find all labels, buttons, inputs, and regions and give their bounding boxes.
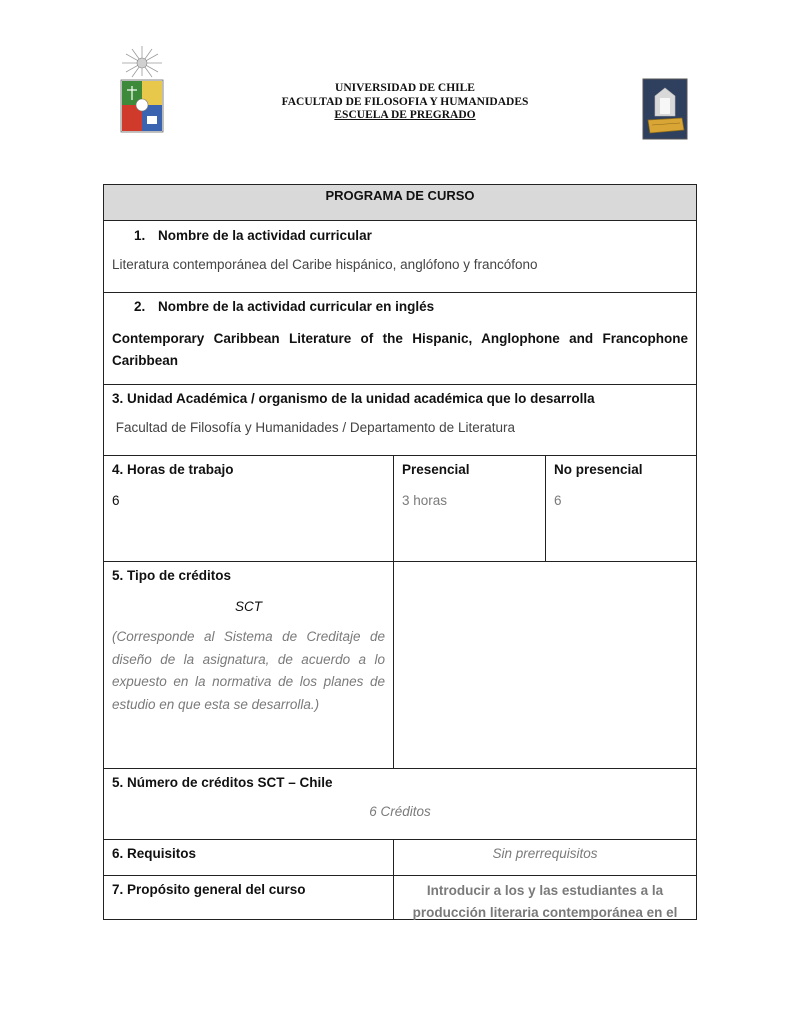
school-name: ESCUELA DE PREGRADO bbox=[334, 109, 476, 121]
work-hours-total: 6 bbox=[112, 493, 120, 508]
faculty-name: FACULTAD DE FILOSOFIA Y HUMANIDADES bbox=[281, 95, 529, 108]
purpose-label: 7. Propósito general del curso bbox=[112, 882, 306, 897]
activity-name-en-label: Nombre de la actividad curricular en inglés bbox=[158, 299, 435, 314]
table-title-row bbox=[103, 184, 697, 220]
activity-name-en-value: Contemporary Caribbean Literature of the Hispanic, Anglophone and Francophone Caribbean bbox=[112, 331, 688, 368]
activity-en-number: 2. bbox=[134, 299, 146, 314]
table-title: PROGRAMA DE CURSO bbox=[325, 188, 475, 203]
activity-number: 1. bbox=[134, 228, 146, 243]
university-shield-logo bbox=[112, 46, 172, 138]
credit-number-label: 5. Número de créditos SCT – Chile bbox=[112, 775, 333, 790]
credit-type-note: (Corresponde al Sistema de Creditaje de diseño de la asignatura, de acuerdo a lo expuesto en la normativa de los planes de estudio en que esta se desarrolla.) bbox=[112, 629, 385, 712]
credit-type-cell bbox=[104, 562, 393, 768]
university-name: UNIVERSIDAD DE CHILE bbox=[335, 82, 475, 94]
work-hours-cell bbox=[104, 456, 393, 561]
activity-name-row bbox=[103, 220, 697, 292]
credit-type-value: SCT bbox=[235, 599, 262, 614]
requirements-label-cell bbox=[104, 840, 393, 875]
no-presencial-label: No presencial bbox=[554, 462, 643, 477]
academic-unit-row bbox=[103, 384, 697, 455]
requirements-label: 6. Requisitos bbox=[112, 846, 197, 861]
credit-number-row bbox=[103, 768, 697, 839]
course-program-table bbox=[103, 184, 697, 920]
activity-name-label-line bbox=[112, 228, 688, 243]
credit-number-value: 6 Créditos bbox=[369, 804, 431, 819]
faculty-book-logo bbox=[642, 78, 688, 140]
activity-name-value: Literatura contemporánea del Caribe hispánico, anglófono y francófono bbox=[112, 257, 538, 272]
institution-heading bbox=[230, 82, 580, 123]
requirements-value: Sin prerrequisitos bbox=[492, 846, 598, 861]
no-presencial-value: 6 bbox=[554, 493, 562, 508]
academic-unit-value: Facultad de Filosofía y Humanidades / Departamento de Literatura bbox=[112, 420, 515, 435]
activity-name-en-row bbox=[103, 292, 697, 384]
presencial-value: 3 horas bbox=[402, 493, 448, 508]
presencial-cell bbox=[393, 456, 545, 561]
purpose-value: Introducir a los y las estudiantes a la producción literaria contemporánea en el bbox=[412, 883, 678, 920]
credit-type-label: 5. Tipo de créditos bbox=[112, 568, 232, 583]
work-hours-label: 4. Horas de trabajo bbox=[112, 462, 234, 477]
no-presencial-cell bbox=[545, 456, 696, 561]
academic-unit-label: 3. Unidad Académica / organismo de la unidad académica que lo desarrolla bbox=[112, 391, 595, 406]
activity-name-en-label-line bbox=[112, 299, 688, 314]
purpose-row bbox=[103, 875, 697, 920]
requirements-value-cell bbox=[393, 840, 696, 875]
presencial-label: Presencial bbox=[402, 462, 470, 477]
requirements-row bbox=[103, 839, 697, 875]
purpose-label-cell bbox=[104, 876, 393, 919]
document-header bbox=[0, 40, 800, 150]
work-hours-row bbox=[103, 455, 697, 561]
purpose-value-cell bbox=[393, 876, 696, 919]
credit-type-empty-cell bbox=[393, 562, 696, 768]
activity-name-label: Nombre de la actividad curricular bbox=[158, 228, 372, 243]
credit-type-row bbox=[103, 561, 697, 768]
